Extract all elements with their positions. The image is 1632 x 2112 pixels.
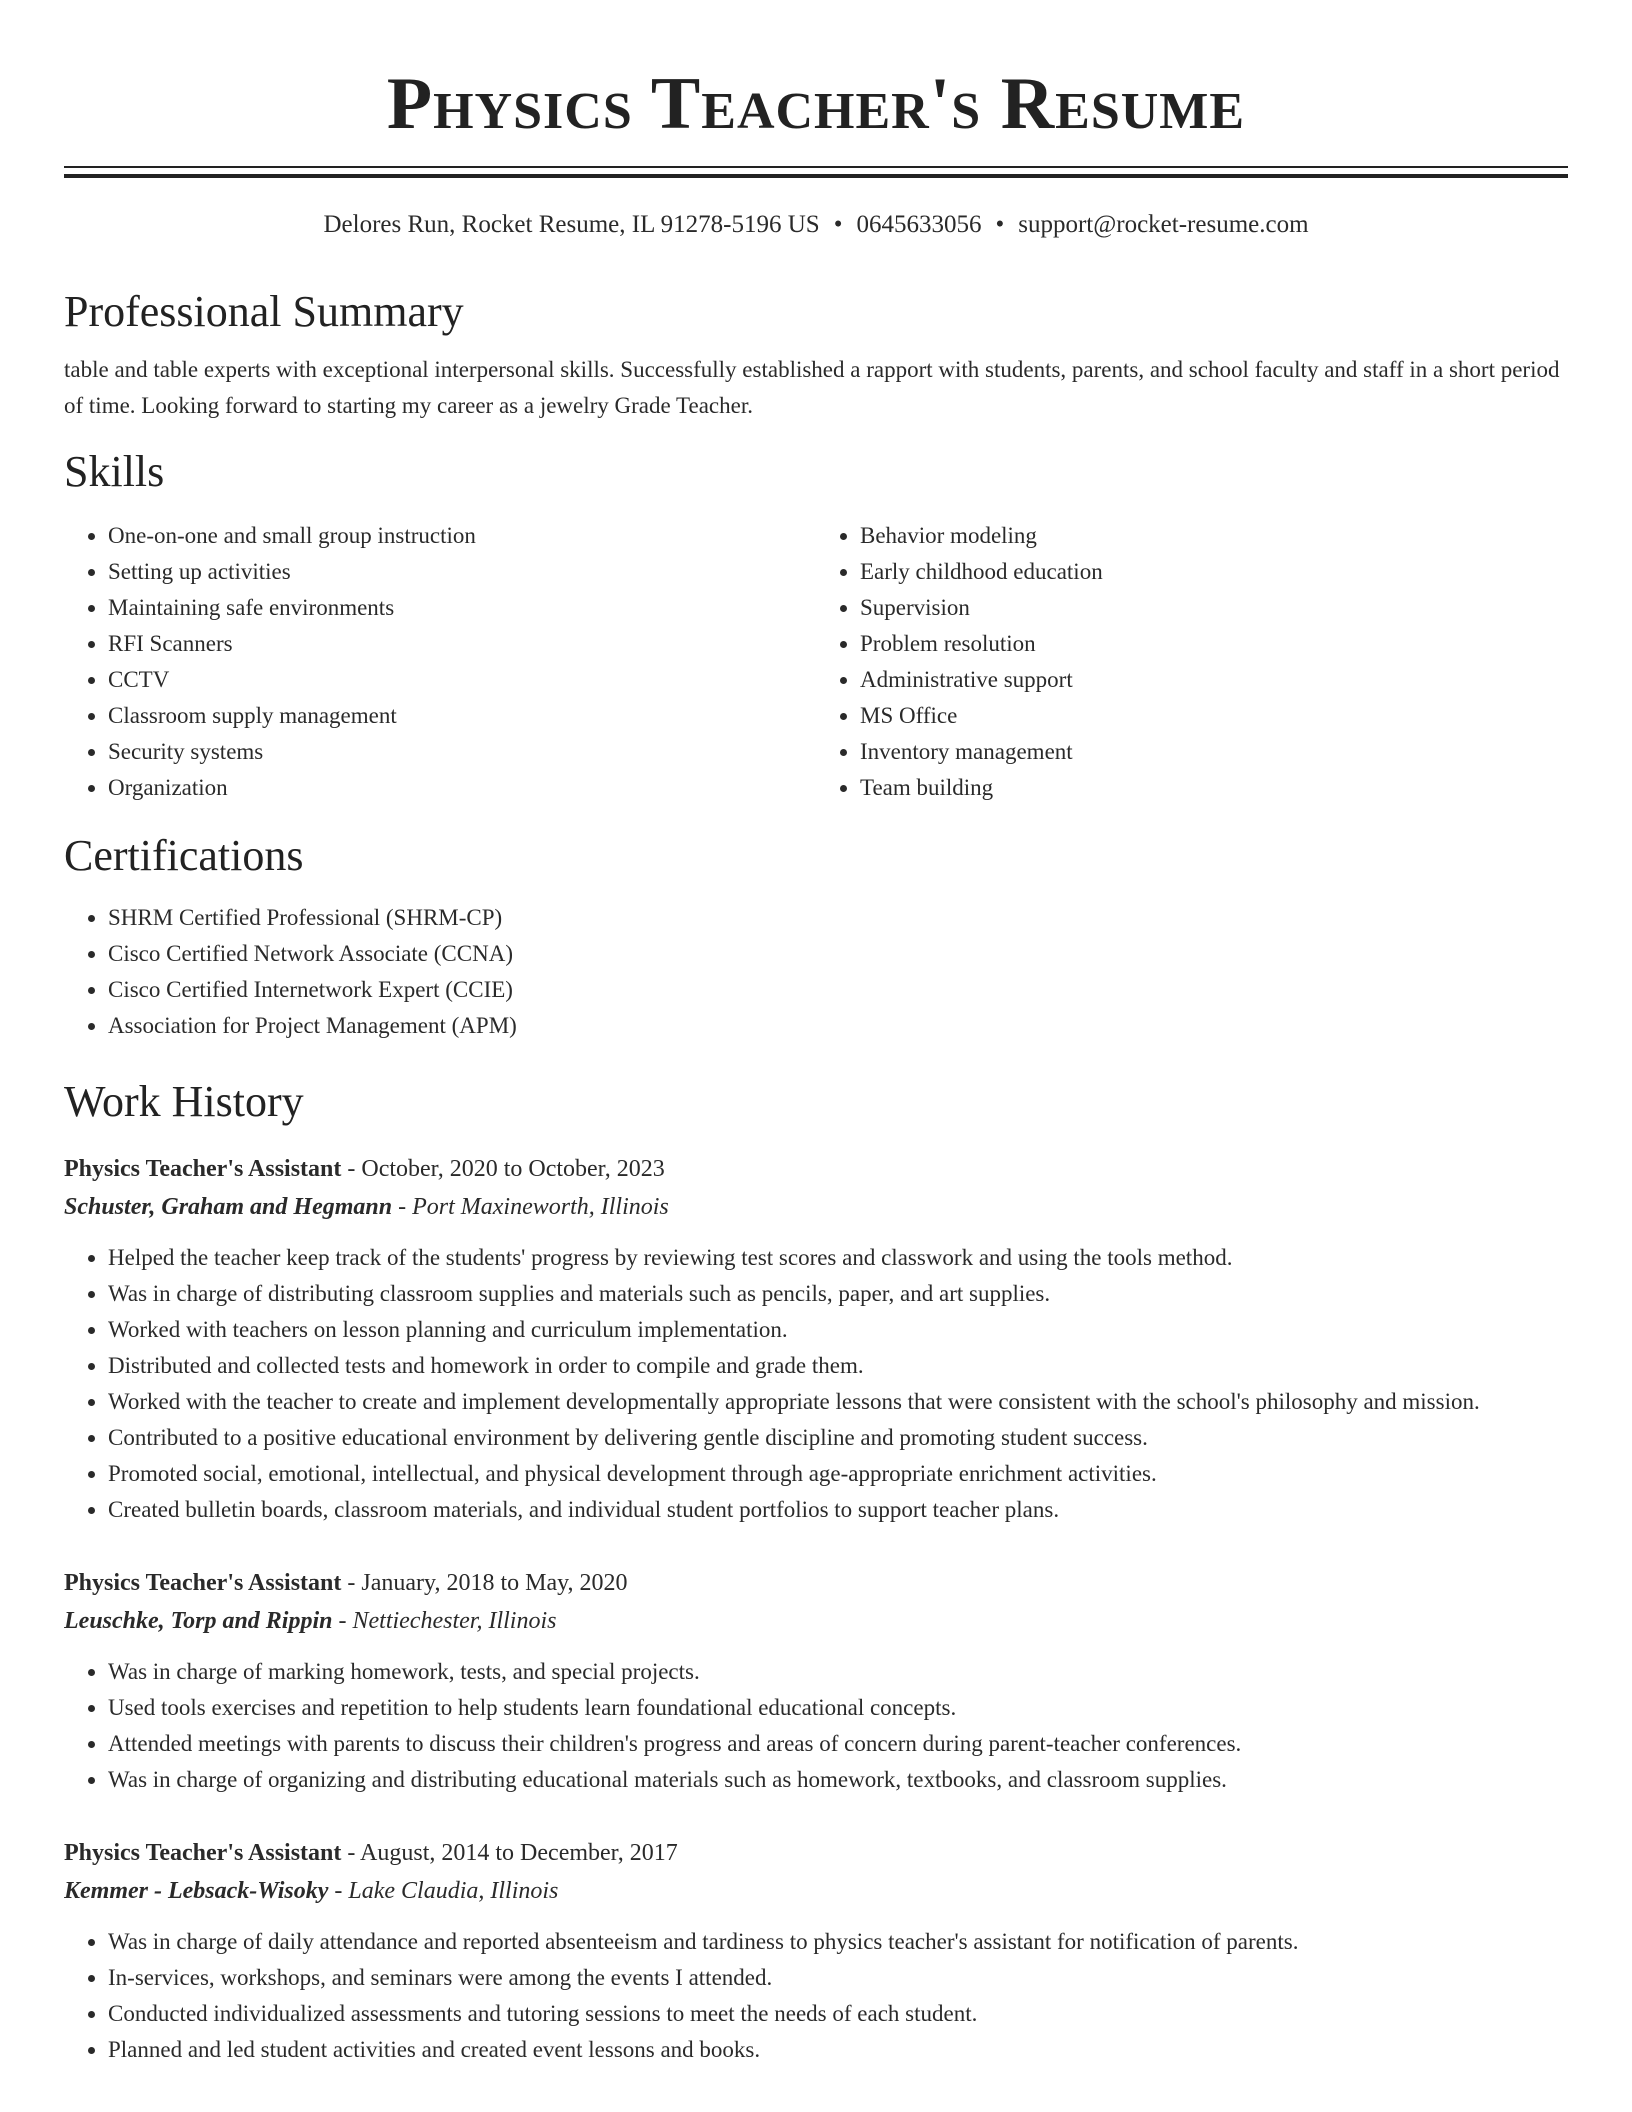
list-item: • In-services, workshops, and seminars were among the events I attended.: [108, 1960, 1568, 1996]
contact-phone[interactable]: 0645633056: [856, 211, 982, 238]
bullet-separator: •: [995, 211, 1005, 238]
list-item: • Early childhood education: [860, 554, 1568, 590]
job-duties-list: [64, 1240, 1568, 1528]
list-item: • Helped the teacher keep track of the students' progress by reviewing test scores and classwork and using the tools method.: [108, 1240, 1568, 1276]
job-employer-line: [64, 1602, 1568, 1640]
list-item: • Distributed and collected tests and homework in order to compile and grade them.: [108, 1348, 1568, 1384]
certifications-list: [64, 900, 1568, 1044]
job-location: - Nettiechester, Illinois: [332, 1608, 557, 1634]
list-item: • RFI Scanners: [108, 626, 816, 662]
list-item: • Worked with the teacher to create and implement developmentally appropriate lessons that were consistent with the school's philosophy and mission.: [108, 1384, 1568, 1420]
list-item: • Created bulletin boards, classroom materials, and individual student portfolios to support teacher plans.: [108, 1492, 1568, 1528]
list-item: • Was in charge of daily attendance and reported absenteeism and tardiness to physics teacher's assistant for notification of parents.: [108, 1924, 1568, 1960]
section-heading-summary: Professional Summary: [64, 287, 464, 336]
job-title: Physics Teacher's Assistant: [64, 1840, 342, 1866]
list-item: • Cisco Certified Network Associate (CCNA): [108, 936, 1568, 972]
list-item: • Planned and led student activities and created event lessons and books.: [108, 2032, 1568, 2068]
contact-line: [64, 208, 1568, 242]
list-item: • Maintaining safe environments: [108, 590, 816, 626]
skills-list-left: [64, 518, 816, 806]
list-item: • Association for Project Management (APM): [108, 1008, 1568, 1044]
job-title-line: [64, 1834, 1568, 1872]
job-dates: - October, 2020 to October, 2023: [341, 1156, 665, 1182]
contact-address: Delores Run, Rocket Resume, IL 91278-5196 US: [323, 211, 820, 238]
list-item: • Was in charge of marking homework, tests, and special projects.: [108, 1654, 1568, 1690]
list-item: • Security systems: [108, 734, 816, 770]
job-employer-line: [64, 1188, 1568, 1226]
list-item: • Administrative support: [860, 662, 1568, 698]
job-entry: [64, 1834, 1568, 2068]
list-item: • Attended meetings with parents to discuss their children's progress and areas of concern during parent-teacher conferences.: [108, 1726, 1568, 1762]
job-employer: Kemmer - Lebsack-Wisoky: [64, 1878, 329, 1904]
bullet-separator: •: [833, 211, 843, 238]
list-item: • MS Office: [860, 698, 1568, 734]
job-dates: - August, 2014 to December, 2017: [341, 1840, 678, 1866]
job-location: - Lake Claudia, Illinois: [328, 1878, 559, 1904]
list-item: • Used tools exercises and repetition to help students learn foundational educational concepts.: [108, 1690, 1568, 1726]
skills-list-right: [816, 518, 1568, 806]
job-title: Physics Teacher's Assistant: [64, 1156, 342, 1182]
list-item: • Cisco Certified Internetwork Expert (CCIE): [108, 972, 1568, 1008]
title-rule-thick: [64, 174, 1568, 178]
list-item: • Setting up activities: [108, 554, 816, 590]
section-heading-certifications: Certifications: [64, 831, 304, 880]
list-item: • Behavior modeling: [860, 518, 1568, 554]
list-item: • Worked with teachers on lesson planning and curriculum implementation.: [108, 1312, 1568, 1348]
list-item: • Contributed to a positive educational environment by delivering gentle discipline and promoting student success.: [108, 1420, 1568, 1456]
section-heading-skills: Skills: [64, 447, 165, 496]
contact-email[interactable]: support@rocket-resume.com: [1018, 211, 1309, 238]
job-employer: Schuster, Graham and Hegmann: [64, 1194, 393, 1220]
list-item: • Supervision: [860, 590, 1568, 626]
job-location: - Port Maxineworth, Illinois: [392, 1194, 669, 1220]
job-entry: [64, 1150, 1568, 1528]
resume-page: [64, 0, 1568, 2112]
summary-text: table and table experts with exceptional interpersonal skills. Successfully established a rapport with students, parents, and school faculty and staff in a short period of time. Looking forward to starting my career as a jewelry Grade Teacher.: [64, 357, 1560, 418]
job-duties-list: [64, 1924, 1568, 2068]
job-dates: - January, 2018 to May, 2020: [341, 1570, 628, 1596]
skills-columns: [64, 518, 1568, 806]
list-item: • Inventory management: [860, 734, 1568, 770]
list-item: • CCTV: [108, 662, 816, 698]
job-title-line: [64, 1150, 1568, 1188]
list-item: • Problem resolution: [860, 626, 1568, 662]
list-item: • Team building: [860, 770, 1568, 806]
job-employer: Leuschke, Torp and Rippin: [64, 1608, 333, 1634]
list-item: • SHRM Certified Professional (SHRM-CP): [108, 900, 1568, 936]
list-item: • Organization: [108, 770, 816, 806]
job-title: Physics Teacher's Assistant: [64, 1570, 342, 1596]
work-history-jobs: [64, 1150, 1568, 2068]
job-employer-line: [64, 1872, 1568, 1910]
list-item: • One-on-one and small group instruction: [108, 518, 816, 554]
list-item: • Was in charge of organizing and distributing educational materials such as homework, textbooks, and classroom supplies.: [108, 1762, 1568, 1798]
job-entry: [64, 1564, 1568, 1798]
resume-title: Physics Teacher's Resume: [386, 63, 1246, 145]
list-item: • Conducted individualized assessments and tutoring sessions to meet the needs of each student.: [108, 1996, 1568, 2032]
job-title-line: [64, 1564, 1568, 1602]
list-item: • Classroom supply management: [108, 698, 816, 734]
title-rule-thin: [64, 166, 1568, 168]
list-item: • Promoted social, emotional, intellectual, and physical development through age-appropriate enrichment activities.: [108, 1456, 1568, 1492]
list-item: • Was in charge of distributing classroom supplies and materials such as pencils, paper, and art supplies.: [108, 1276, 1568, 1312]
section-heading-work-history: Work History: [64, 1077, 304, 1126]
job-duties-list: [64, 1654, 1568, 1798]
